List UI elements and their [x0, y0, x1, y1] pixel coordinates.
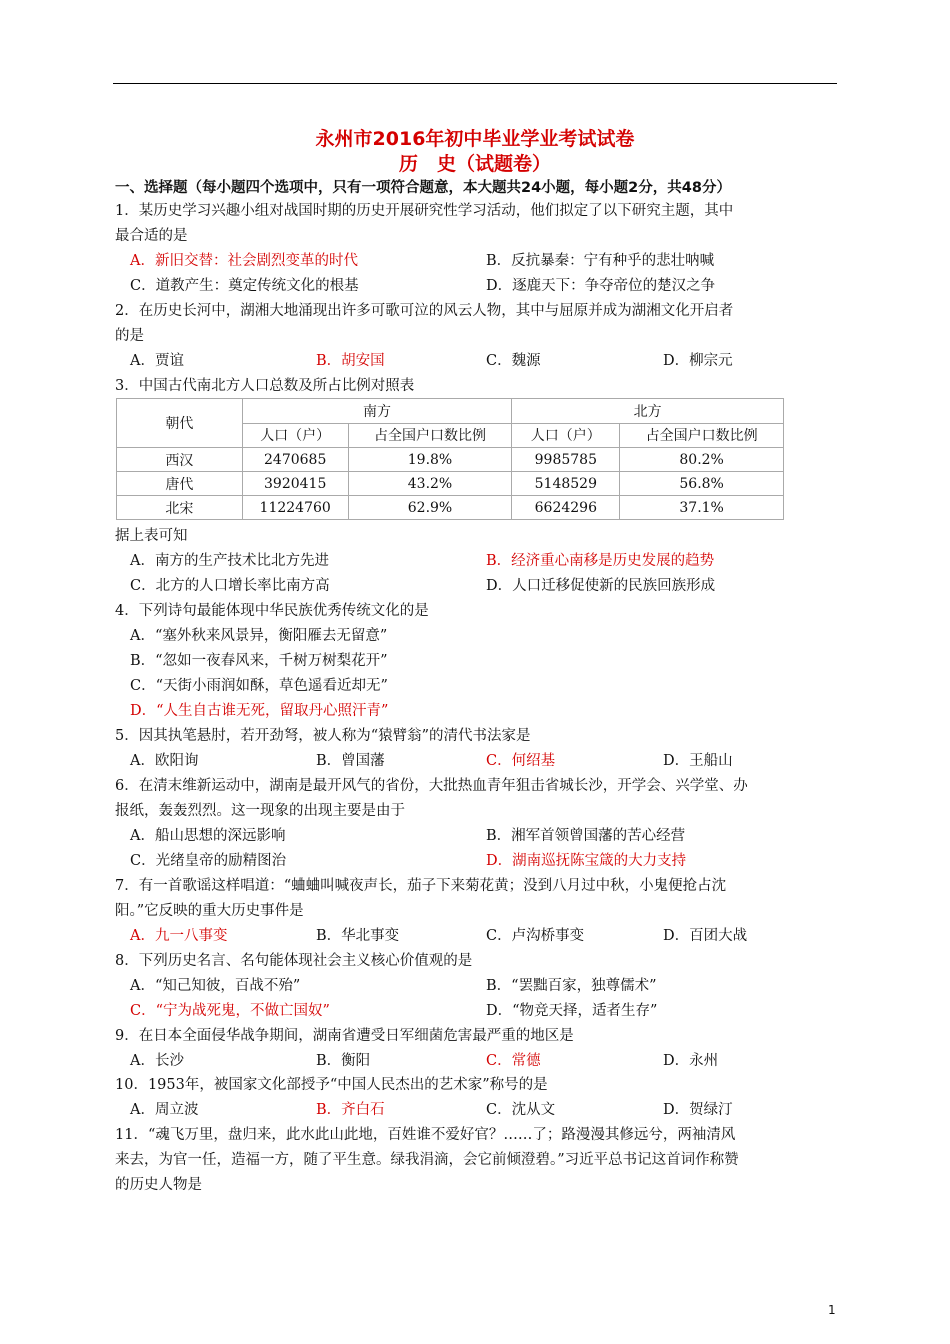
table-cell: 5148529 — [512, 472, 620, 496]
q8-option-d: D．“物竞天择，适者生存” — [486, 1003, 658, 1019]
q3-option-b: B．经济重心南移是历史发展的趋势 — [486, 553, 715, 569]
q10-option-c: C．沈从文 — [486, 1102, 556, 1118]
table-row — [117, 472, 784, 496]
q1-option-b: B．反抗暴秦：宁有种乎的悲壮呐喊 — [486, 253, 715, 269]
table-cell: 80.2% — [620, 448, 784, 472]
q7-option-a: A．九一八事变 — [130, 928, 228, 944]
q9-stem: 9．在日本全面侵华战争期间，湖南省遭受日军细菌危害最严重的地区是 — [115, 1028, 574, 1044]
table-row — [117, 448, 784, 472]
q1-option-a: A．新旧交替：社会剧烈变革的时代 — [130, 253, 358, 269]
table-cell: 19.8% — [348, 448, 512, 472]
table-cell: 6624296 — [512, 496, 620, 520]
table-cell: 56.8% — [620, 472, 784, 496]
section-heading: 一、选择题（每小题四个选项中，只有一项符合题意，本大题共24小题，每小题2分，共48分） — [115, 180, 731, 196]
q9-option-b: B．衡阳 — [316, 1053, 371, 1069]
table-cell: 3920415 — [242, 472, 348, 496]
q6-option-a: A．船山思想的深远影响 — [130, 828, 286, 844]
q5-option-d: D．王船山 — [663, 753, 733, 769]
q4-option-b: B．“忽如一夜春风来，千树万树梨花开” — [130, 653, 388, 669]
q4-option-a: A．“塞外秋来风景异，衡阳雁去无留意” — [130, 628, 388, 644]
q9-option-d: D．永州 — [663, 1053, 719, 1069]
q11-stem-line1: 11．“魂飞万里，盘归来，此水此山此地，百姓谁不爱好官？……了；路漫漫其修远兮，两袖清风 — [115, 1127, 736, 1143]
table-cell: 北宋 — [117, 496, 243, 520]
table-header-dynasty: 朝代 — [117, 399, 243, 448]
q1-stem-line2: 最合适的是 — [115, 228, 188, 244]
q6-option-c: C．光绪皇帝的励精图治 — [130, 853, 287, 869]
table-cell: 11224760 — [242, 496, 348, 520]
q6-option-d: D．湖南巡抚陈宝箴的大力支持 — [486, 853, 687, 869]
q11-stem-line2: 来去，为官一任，造福一方，随了平生意。绿我涓滴，会它前倾澄碧。”习近平总书记这首词作称赞 — [115, 1152, 739, 1168]
population-table — [116, 398, 784, 520]
q10-stem: 10．1953年，被国家文化部授予“中国人民杰出的艺术家”称号的是 — [115, 1077, 548, 1093]
q2-option-d: D．柳宗元 — [663, 353, 733, 369]
q1-stem-line1: 1．某历史学习兴趣小组对战国时期的历史开展研究性学习活动，他们拟定了以下研究主题，其中 — [115, 203, 734, 219]
table-header-north-pop: 人口（户） — [512, 423, 620, 448]
q2-option-c: C．魏源 — [486, 353, 541, 369]
q2-stem-line1: 2．在历史长河中，湖湘大地涌现出许多可歌可泣的风云人物，其中与屈原并成为湖湘文化开启者 — [115, 303, 734, 319]
q9-option-c: C．常德 — [486, 1053, 541, 1069]
table-row — [117, 496, 784, 520]
q5-option-b: B．曾国藩 — [316, 753, 385, 769]
q10-option-d: D．贺绿汀 — [663, 1102, 733, 1118]
q7-option-b: B．华北事变 — [316, 928, 400, 944]
table-cell: 43.2% — [348, 472, 512, 496]
q5-option-c: C．何绍基 — [486, 753, 556, 769]
q8-option-b: B．“罢黜百家，独尊儒术” — [486, 978, 657, 994]
table-header-north-ratio: 占全国户口数比例 — [620, 423, 784, 448]
q8-option-a: A．“知己知彼，百战不殆” — [130, 978, 301, 994]
q2-option-b: B．胡安国 — [316, 353, 385, 369]
q6-option-b: B．湘军首领曾国藩的苦心经营 — [486, 828, 686, 844]
q9-option-a: A．长沙 — [130, 1053, 184, 1069]
q5-stem: 5．因其执笔悬肘，若开劲弩，被人称为“猿臂翁”的清代书法家是 — [115, 728, 531, 744]
q10-option-b: B．齐白石 — [316, 1102, 385, 1118]
table-cell: 62.9% — [348, 496, 512, 520]
q3-option-c: C．北方的人口增长率比南方高 — [130, 578, 330, 594]
q3-after-table: 据上表可知 — [115, 528, 188, 544]
q3-stem: 3．中国古代南北方人口总数及所占比例对照表 — [115, 378, 415, 394]
q4-stem: 4．下列诗句最能体现中华民族优秀传统文化的是 — [115, 603, 429, 619]
q4-option-c: C．“天街小雨润如酥，草色遥看近却无” — [130, 678, 388, 694]
q1-option-c: C．道教产生：奠定传统文化的根基 — [130, 278, 359, 294]
table-header-south: 南方 — [242, 399, 512, 424]
q8-option-c: C．“宁为战死鬼，不做亡国奴” — [130, 1003, 330, 1019]
q5-option-a: A．欧阳询 — [130, 753, 199, 769]
q2-option-a: A．贾谊 — [130, 353, 184, 369]
q11-stem-line3: 的历史人物是 — [115, 1177, 202, 1193]
exam-title: 永州市2016年初中毕业学业考试试卷 — [315, 128, 635, 150]
table-cell: 唐代 — [117, 472, 243, 496]
q1-option-d: D．逐鹿天下：争夺帝位的楚汉之争 — [486, 278, 716, 294]
exam-subtitle: 历 史（试题卷） — [398, 153, 551, 175]
table-header-south-ratio: 占全国户口数比例 — [348, 423, 512, 448]
q7-option-c: C．卢沟桥事变 — [486, 928, 585, 944]
q10-option-a: A．周立波 — [130, 1102, 199, 1118]
page-number: 1 — [828, 1303, 836, 1317]
q3-option-a: A．南方的生产技术比北方先进 — [130, 553, 329, 569]
q7-option-d: D．百团大战 — [663, 928, 748, 944]
table-header-north: 北方 — [512, 399, 784, 424]
q3-option-d: D．人口迁移促使新的民族回族形成 — [486, 578, 716, 594]
table-cell: 西汉 — [117, 448, 243, 472]
q6-stem-line2: 报纸，轰轰烈烈。这一现象的出现主要是由于 — [115, 803, 405, 819]
q7-stem-line2: 阳。”它反映的重大历史事件是 — [115, 903, 304, 919]
header-rule — [113, 83, 837, 84]
table-cell: 2470685 — [242, 448, 348, 472]
q4-option-d: D．“人生自古谁无死，留取丹心照汗青” — [130, 703, 389, 719]
q2-stem-line2: 的是 — [115, 328, 144, 344]
q7-stem-line1: 7．有一首歌谣这样唱道：“蛐蛐叫喊夜声长，茄子下来菊花黄；没到八月过中秋，小鬼便抢占沈 — [115, 878, 727, 894]
table-cell: 9985785 — [512, 448, 620, 472]
q6-stem-line1: 6．在清末维新运动中，湖南是最开风气的省份，大批热血青年狙击省城长沙，开学会、兴学堂、办 — [115, 778, 748, 794]
table-cell: 37.1% — [620, 496, 784, 520]
table-header-south-pop: 人口（户） — [242, 423, 348, 448]
q8-stem: 8．下列历史名言、名句能体现社会主义核心价值观的是 — [115, 953, 473, 969]
